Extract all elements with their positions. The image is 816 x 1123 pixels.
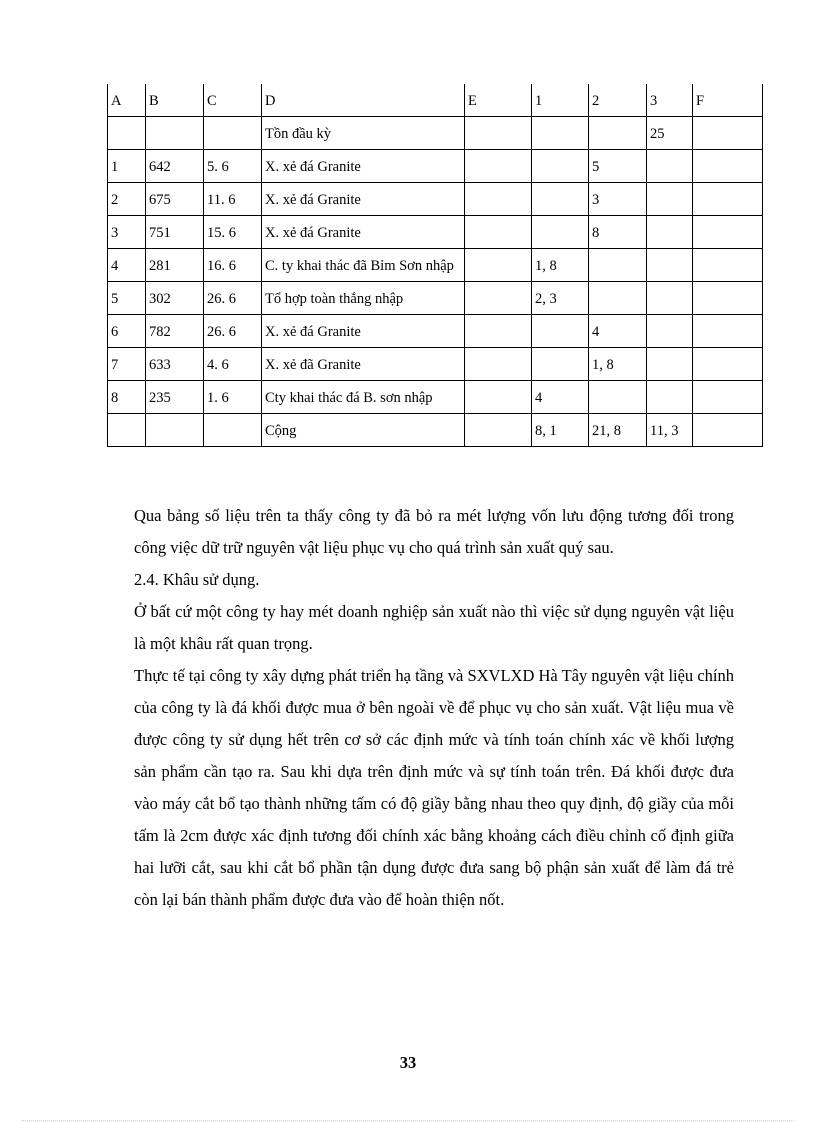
total-label: Cộng [262, 414, 465, 447]
paragraph: Thực tế tại công ty xây dựng phát triển hạ tầng và SXVLXD Hà Tây nguyên vật liệu chính của công ty là đá khối được mua ở bên ngoài về để phục vụ cho sản xuất. Vật liệu mua về được công ty sử dụng hết trên cơ sở các định mức và tính toán chính xác về khối lượng sản phẩm cần tạo ra. Sau khi dựa trên định mức và sự tính toán trên. Đá khối được đưa vào máy cắt bổ tạo thành những tấm có độ giầy bằng nhau theo quy định, độ giầy của mỗi tấm là 2cm được xác định tương đối chính xác bằng khoảng cách điều chỉnh cố định giữa hai lưỡi cắt, sau khi cắt bổ phần tận dụng được đưa sang bộ phận sản xuất để làm đá trẻ còn lại bán thành phẩm được đưa vào để hoàn thiện nốt. [134, 666, 734, 909]
table-body [108, 84, 763, 447]
description-cell: X. xẻ đã Granite [262, 348, 465, 381]
document-number-cell: 633 [146, 348, 204, 381]
col-f-cell [693, 183, 763, 216]
col-1-cell: 4 [532, 381, 589, 414]
col-2-cell: 8 [589, 216, 647, 249]
col-1-cell: 1, 8 [532, 249, 589, 282]
total-col-2: 21, 8 [589, 414, 647, 447]
col-f-cell [693, 348, 763, 381]
table-row [108, 249, 763, 282]
col-e-cell [465, 216, 532, 249]
stock-ledger-table [107, 84, 763, 447]
paragraph: Ở bất cứ một công ty hay mét doanh nghiệp sản xuất nào thì việc sử dụng nguyên vật liệu là một khâu rất quan trọng. [134, 602, 734, 653]
description-cell: C. ty khai thác đã Bỉm Sơn nhập [262, 249, 465, 282]
col-1-cell [532, 315, 589, 348]
description-cell: X. xẻ đá Granite [262, 150, 465, 183]
row-number-cell: 2 [108, 183, 146, 216]
table-row [108, 348, 763, 381]
description-cell: X. xẻ đá Granite [262, 183, 465, 216]
table-row [108, 282, 763, 315]
opening-balance-label: Tồn đầu kỳ [262, 117, 465, 150]
col-f-cell [693, 315, 763, 348]
row-number-cell: 5 [108, 282, 146, 315]
col-2-cell [589, 282, 647, 315]
cell-empty [693, 414, 763, 447]
date-cell: 1. 6 [204, 381, 262, 414]
date-cell: 15. 6 [204, 216, 262, 249]
col-2-cell: 1, 8 [589, 348, 647, 381]
header-cell-e: E [465, 84, 532, 117]
col-2-cell: 4 [589, 315, 647, 348]
col-e-cell [465, 348, 532, 381]
table-row [108, 183, 763, 216]
header-cell-b: B [146, 84, 204, 117]
header-cell-c: C [204, 84, 262, 117]
header-cell-2: 2 [589, 84, 647, 117]
col-3-cell [647, 150, 693, 183]
col-e-cell [465, 183, 532, 216]
header-cell-a: A [108, 84, 146, 117]
date-cell: 11. 6 [204, 183, 262, 216]
cell-empty [465, 117, 532, 150]
document-number-cell: 302 [146, 282, 204, 315]
col-3-cell [647, 249, 693, 282]
table-row [108, 315, 763, 348]
cell-empty [589, 117, 647, 150]
col-1-cell [532, 348, 589, 381]
row-number-cell: 1 [108, 150, 146, 183]
description-cell: Tổ hợp toàn thắng nhập [262, 282, 465, 315]
header-cell-f: F [693, 84, 763, 117]
col-3-cell [647, 348, 693, 381]
cell-empty [204, 414, 262, 447]
col-1-cell: 2, 3 [532, 282, 589, 315]
col-3-cell [647, 315, 693, 348]
date-cell: 26. 6 [204, 282, 262, 315]
page-number: 33 [399, 1053, 417, 1072]
document-number-cell: 675 [146, 183, 204, 216]
row-number-cell: 4 [108, 249, 146, 282]
date-cell: 5. 6 [204, 150, 262, 183]
table-row [108, 381, 763, 414]
col-1-cell [532, 183, 589, 216]
col-2-cell: 5 [589, 150, 647, 183]
col-1-cell [532, 150, 589, 183]
col-3-cell [647, 183, 693, 216]
col-3-cell [647, 216, 693, 249]
document-number-cell: 782 [146, 315, 204, 348]
col-f-cell [693, 150, 763, 183]
cell-empty [532, 117, 589, 150]
section-heading: 2.4. Khâu sử dụng. [134, 570, 260, 589]
col-2-cell [589, 381, 647, 414]
col-f-cell [693, 381, 763, 414]
opening-balance-value: 25 [647, 117, 693, 150]
col-f-cell [693, 216, 763, 249]
col-e-cell [465, 315, 532, 348]
description-cell: Cty khai thác đá B. sơn nhập [262, 381, 465, 414]
description-cell: X. xẻ đá Granite [262, 315, 465, 348]
total-col-1: 8, 1 [532, 414, 589, 447]
cell-empty [108, 117, 146, 150]
cell-empty [108, 414, 146, 447]
table-header-row [108, 84, 763, 117]
date-cell: 4. 6 [204, 348, 262, 381]
paragraph: Qua bảng số liệu trên ta thấy công ty đã bỏ ra mét lượng vốn lưu động tương đối trong công việc dữ trữ nguyên vật liệu phục vụ cho quá trình sản xuất quý sau. [134, 506, 734, 557]
row-number-cell: 7 [108, 348, 146, 381]
document-number-cell: 642 [146, 150, 204, 183]
description-cell: X. xẻ đá Granite [262, 216, 465, 249]
row-number-cell: 3 [108, 216, 146, 249]
col-3-cell [647, 381, 693, 414]
header-cell-d: D [262, 84, 465, 117]
col-3-cell [647, 282, 693, 315]
cell-empty [693, 117, 763, 150]
col-f-cell [693, 249, 763, 282]
document-number-cell: 281 [146, 249, 204, 282]
cell-empty [146, 117, 204, 150]
col-f-cell [693, 282, 763, 315]
table-row [108, 216, 763, 249]
col-2-cell: 3 [589, 183, 647, 216]
row-number-cell: 6 [108, 315, 146, 348]
col-e-cell [465, 150, 532, 183]
table-row [108, 150, 763, 183]
row-number-cell: 8 [108, 381, 146, 414]
cell-empty [146, 414, 204, 447]
body-text [134, 500, 734, 916]
date-cell: 26. 6 [204, 315, 262, 348]
cell-empty [465, 414, 532, 447]
total-col-3: 11, 3 [647, 414, 693, 447]
header-cell-3: 3 [647, 84, 693, 117]
document-number-cell: 235 [146, 381, 204, 414]
col-2-cell [589, 249, 647, 282]
opening-balance-row [108, 117, 763, 150]
date-cell: 16. 6 [204, 249, 262, 282]
document-number-cell: 751 [146, 216, 204, 249]
cell-empty [204, 117, 262, 150]
total-row [108, 414, 763, 447]
footer-rule [22, 1120, 794, 1121]
col-1-cell [532, 216, 589, 249]
col-e-cell [465, 381, 532, 414]
col-e-cell [465, 249, 532, 282]
col-e-cell [465, 282, 532, 315]
header-cell-1: 1 [532, 84, 589, 117]
